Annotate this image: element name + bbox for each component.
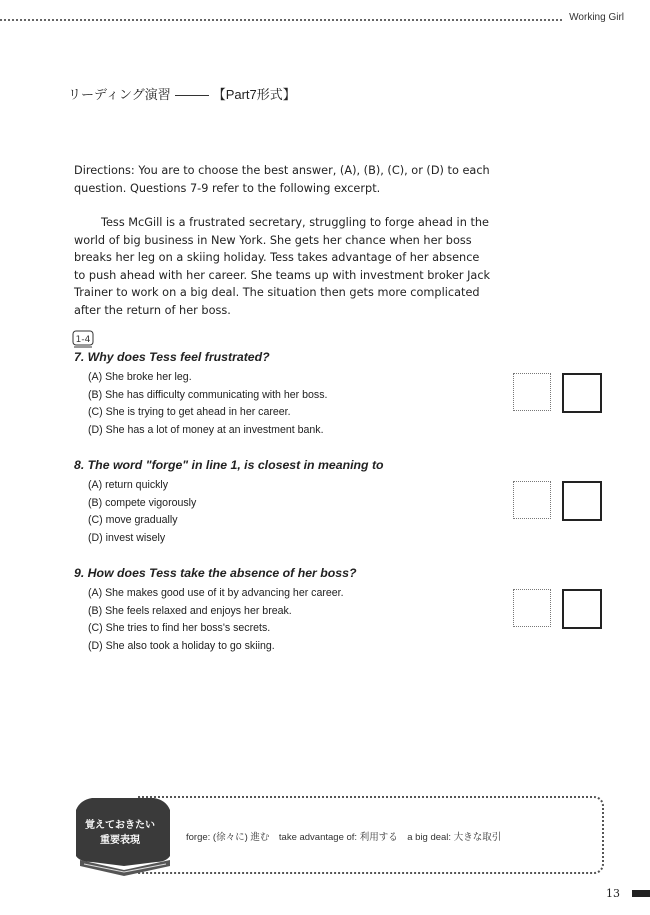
section-title-label: リーディング演習 <box>68 87 171 102</box>
answer-box-dotted-8[interactable] <box>513 481 551 519</box>
question-title: 8. The word "forge" in line 1, is closest in meaning to <box>74 458 384 472</box>
question-8 <box>74 458 514 547</box>
page-number: 13 <box>606 887 620 900</box>
vocab-badge-line1: 覚えておきたい <box>85 820 155 831</box>
answer-box-8[interactable] <box>562 481 602 521</box>
question-9 <box>74 566 514 655</box>
answer-box-dotted-7[interactable] <box>513 373 551 411</box>
vocab-notes-text: forge: (徐々に) 進む take advantage of: 利用する a big deal: 大きな取引 <box>186 832 502 843</box>
directions-text: Directions: You are to choose the best answer, (A), (B), (C), or (D) to each question. Questions 7-9 refer to the following excerpt. <box>74 164 490 195</box>
option-b[interactable]: (B) compete vigorously <box>88 496 197 509</box>
question-7 <box>74 350 514 439</box>
option-c[interactable]: (C) move gradually <box>88 514 178 527</box>
running-title: Working Girl <box>569 12 624 23</box>
audio-track-number: 1-4 <box>75 335 91 345</box>
option-a[interactable]: (A) She makes good use of it by advancing her career. <box>88 587 344 599</box>
answer-box-9[interactable] <box>562 589 602 629</box>
question-title: 9. How does Tess take the absence of her boss? <box>74 566 357 580</box>
section-title <box>68 84 296 103</box>
option-c[interactable]: (C) She tries to find her boss's secrets. <box>88 622 271 635</box>
option-b[interactable]: (B) She has difficulty communicating with her boss. <box>88 388 328 401</box>
audio-track-icon[interactable] <box>72 330 94 348</box>
option-d[interactable]: (D) She has a lot of money at an investment bank. <box>88 423 324 436</box>
option-d[interactable]: (D) She also took a holiday to go skiing. <box>88 639 275 652</box>
passage-text: Tess McGill is a frustrated secretary, struggling to forge ahead in the world of big business in New York. She gets her chance when her boss breaks her leg on a skiing holiday. Tess takes advantage of her absence to push ahead with her career. She teams up with investment broker Jack Trainer to work on a big deal. The situation then gets more complicated after the return of her boss. <box>74 216 491 317</box>
top-dotted-rule <box>0 19 562 21</box>
page-marker-bar <box>632 890 650 897</box>
option-a[interactable]: (A) return quickly <box>88 479 169 491</box>
answer-box-7[interactable] <box>562 373 602 413</box>
option-a[interactable]: (A) She broke her leg. <box>88 371 192 383</box>
option-b[interactable]: (B) She feels relaxed and enjoys her break. <box>88 604 292 617</box>
option-c[interactable]: (C) She is trying to get ahead in her career. <box>88 406 291 419</box>
section-title-format: 【Part7形式】 <box>212 87 296 102</box>
answer-box-dotted-9[interactable] <box>513 589 551 627</box>
title-dash <box>175 95 209 96</box>
question-title: 7. Why does Tess feel frustrated? <box>74 350 270 364</box>
option-d[interactable]: (D) invest wisely <box>88 531 166 544</box>
vocab-badge-line2: 重要表現 <box>100 835 140 846</box>
